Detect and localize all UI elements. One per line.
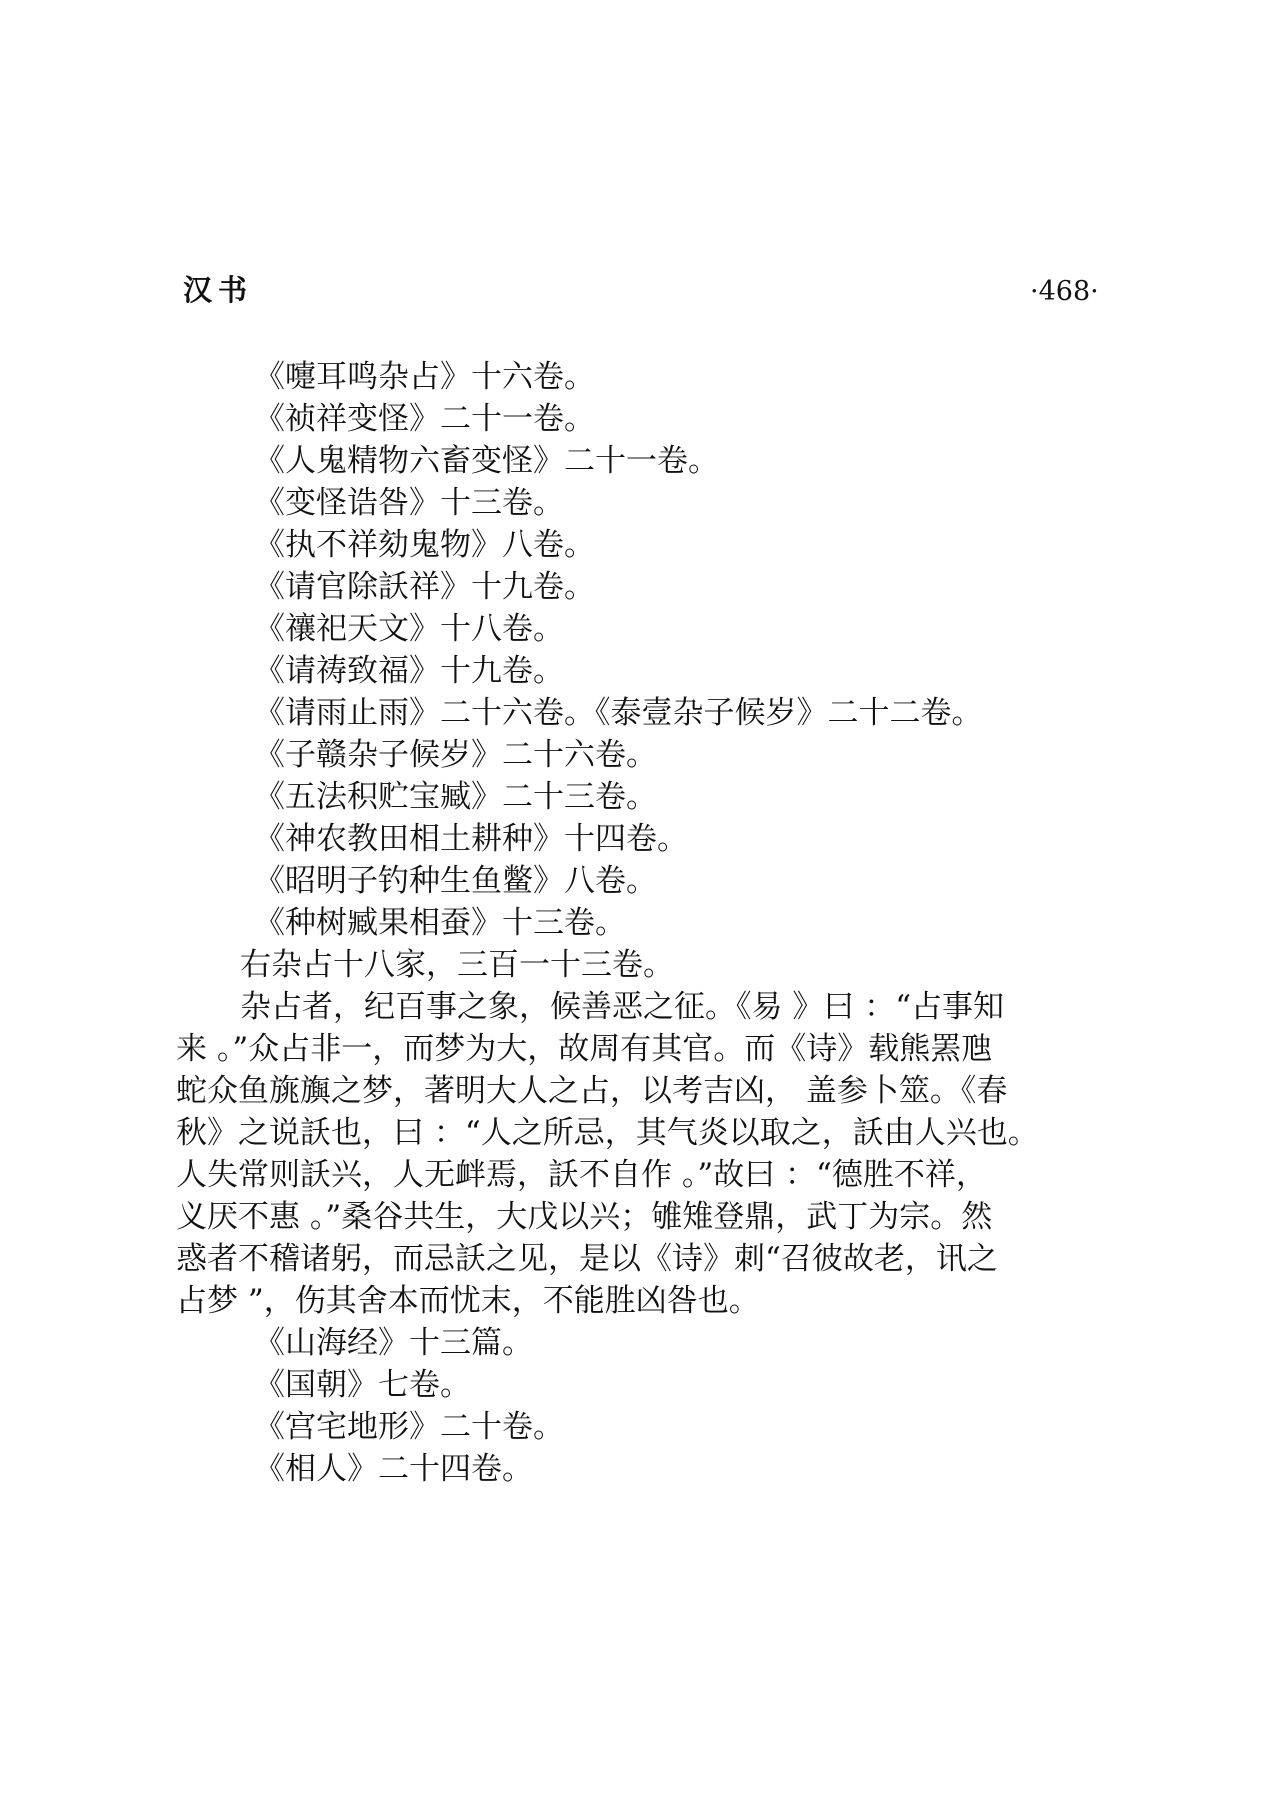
text-line: 义厌不惠 。”桑谷共生，大戊以兴；雊雉登鼎，武丁为宗。然 [176,1199,993,1235]
body-text [176,356,1096,1490]
bibliography-entry: 《执不祥劾鬼物》八卷。 [254,527,595,563]
bibliography-entry: 《请祷致福》十九卷。 [254,653,564,689]
bibliography-entry: 《请雨止雨》二十六卷。《泰壹杂子候岁》二十二卷。 [254,695,983,731]
bibliography-entry: 《昭明子钓种生鱼鳖》八卷。 [254,863,657,899]
bibliography-entry: 《祯祥变怪》二十一卷。 [254,401,595,437]
bibliography-entry: 《嚏耳鸣杂占》十六卷。 [254,359,595,395]
bibliography-entry: 《相人》二十四卷。 [254,1451,533,1487]
running-header-title: 汉书 [183,273,254,307]
bibliography-entry: 《宫宅地形》二十卷。 [254,1409,564,1445]
text-line: 来 。”众占非一，而梦为大，故周有其官。而《诗》载熊罴虺 [176,1031,993,1067]
bibliography-entry: 《变怪诰咎》十三卷。 [254,485,564,521]
page-number: ·468· [1030,276,1099,307]
bibliography-entry: 《禳祀天文》十八卷。 [254,611,564,647]
bibliography-entry: 《山海经》十三篇。 [254,1325,533,1361]
bibliography-entry: 《种树臧果相蚕》十三卷。 [254,905,626,941]
text-line: 占梦 ”，伤其舍本而忧末，不能胜凶咎也。 [176,1283,760,1319]
text-line: 右杂占十八家，三百一十三卷。 [240,947,674,983]
bibliography-entry: 《请官除訞祥》十九卷。 [254,569,595,605]
text-line: 秋》之说訞也，曰 ：“人之所忌，其气炎以取之，訞由人兴也。 [176,1115,1039,1151]
text-line: 人失常则訞兴，人无衅焉，訞不自作 。”故曰 ：“德胜不祥， [176,1157,987,1193]
text-line: 惑者不稽诸躬，而忌訞之见，是以《诗》刺“召彼故老，讯之 [176,1241,998,1277]
bibliography-entry: 《子赣杂子候岁》二十六卷。 [254,737,657,773]
bibliography-entry: 《人鬼精物六畜变怪》二十一卷。 [254,443,719,479]
bibliography-entry: 《神农教田相土耕种》十四卷。 [254,821,688,857]
bibliography-entry: 《五法积贮宝臧》二十三卷。 [254,779,657,815]
text-line: 蛇众鱼旐旟之梦，著明大人之占，以考吉凶， 盖参卜筮。《春 [176,1073,1008,1109]
bibliography-entry: 《国朝》七卷。 [254,1367,471,1403]
text-line: 杂占者，纪百事之象，候善恶之征。《易 》曰 ：“占事知 [240,989,1005,1025]
